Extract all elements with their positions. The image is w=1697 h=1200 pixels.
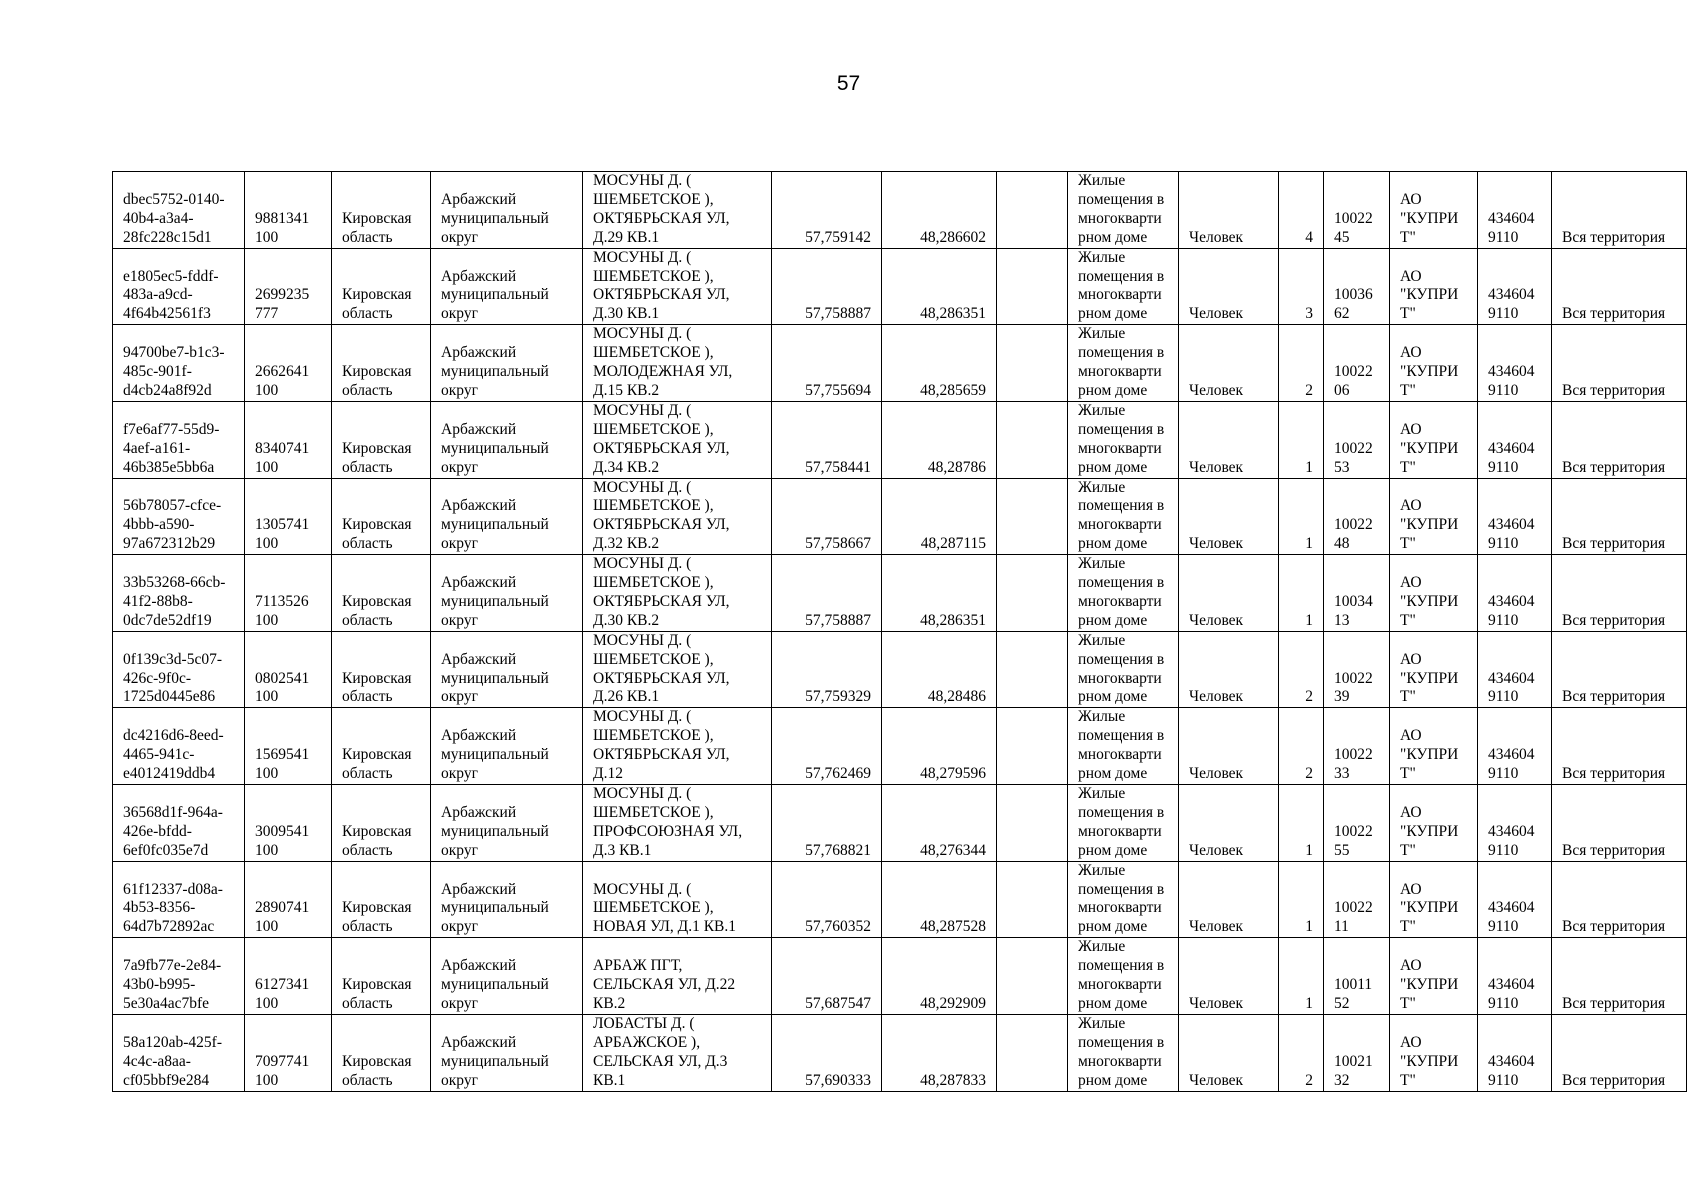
empty-cell bbox=[997, 708, 1068, 785]
territory-cell: Вся территория bbox=[1552, 785, 1687, 862]
territory-cell: Вся территория bbox=[1552, 938, 1687, 1015]
code-cell: 2890741 100 bbox=[245, 861, 332, 938]
unit-cell: Человек bbox=[1179, 478, 1279, 555]
data-table bbox=[112, 171, 1687, 1092]
district-cell: Арбажский муниципальный округ bbox=[431, 401, 583, 478]
territory-cell: Вся территория bbox=[1552, 248, 1687, 325]
table-row bbox=[113, 555, 1687, 632]
count-cell: 2 bbox=[1279, 1014, 1324, 1091]
count-cell: 2 bbox=[1279, 708, 1324, 785]
account-cell: 10022 48 bbox=[1324, 478, 1390, 555]
code-cell: 7097741 100 bbox=[245, 1014, 332, 1091]
inn-cell: 434604 9110 bbox=[1478, 172, 1552, 249]
latitude-cell: 57,755694 bbox=[772, 325, 882, 402]
longitude-cell: 48,287115 bbox=[882, 478, 997, 555]
district-cell: Арбажский муниципальный округ bbox=[431, 248, 583, 325]
record-id-cell: 0f139c3d-5c07- 426c-9f0c- 1725d0445e86 bbox=[113, 631, 245, 708]
inn-cell: 434604 9110 bbox=[1478, 248, 1552, 325]
inn-cell: 434604 9110 bbox=[1478, 861, 1552, 938]
organization-cell: АО "КУПРИ Т" bbox=[1390, 248, 1478, 325]
account-cell: 10022 06 bbox=[1324, 325, 1390, 402]
address-cell: МОСУНЫ Д. ( ШЕМБЕТСКОЕ ), ОКТЯБРЬСКАЯ УЛ, Д.30 КВ.2 bbox=[583, 555, 772, 632]
table-row bbox=[113, 325, 1687, 402]
organization-cell: АО "КУПРИ Т" bbox=[1390, 172, 1478, 249]
address-cell: АРБАЖ ПГТ, СЕЛЬСКАЯ УЛ, Д.22 КВ.2 bbox=[583, 938, 772, 1015]
table-row bbox=[113, 1014, 1687, 1091]
territory-cell: Вся территория bbox=[1552, 172, 1687, 249]
inn-cell: 434604 9110 bbox=[1478, 1014, 1552, 1091]
unit-cell: Человек bbox=[1179, 325, 1279, 402]
count-cell: 1 bbox=[1279, 785, 1324, 862]
code-cell: 8340741 100 bbox=[245, 401, 332, 478]
latitude-cell: 57,758887 bbox=[772, 248, 882, 325]
inn-cell: 434604 9110 bbox=[1478, 401, 1552, 478]
account-cell: 10011 52 bbox=[1324, 938, 1390, 1015]
region-cell: Кировская область bbox=[332, 325, 431, 402]
territory-cell: Вся территория bbox=[1552, 1014, 1687, 1091]
district-cell: Арбажский муниципальный округ bbox=[431, 478, 583, 555]
region-cell: Кировская область bbox=[332, 938, 431, 1015]
count-cell: 1 bbox=[1279, 401, 1324, 478]
page-number: 57 bbox=[836, 72, 861, 95]
category-cell: Жилые помещения в многокварти рном доме bbox=[1068, 631, 1179, 708]
empty-cell bbox=[997, 631, 1068, 708]
category-cell: Жилые помещения в многокварти рном доме bbox=[1068, 938, 1179, 1015]
territory-cell: Вся территория bbox=[1552, 401, 1687, 478]
category-cell: Жилые помещения в многокварти рном доме bbox=[1068, 708, 1179, 785]
empty-cell bbox=[997, 1014, 1068, 1091]
record-id-cell: e1805ec5-fddf- 483a-a9cd- 4f64b42561f3 bbox=[113, 248, 245, 325]
longitude-cell: 48,287833 bbox=[882, 1014, 997, 1091]
unit-cell: Человек bbox=[1179, 938, 1279, 1015]
code-cell: 2662641 100 bbox=[245, 325, 332, 402]
record-id-cell: dbec5752-0140- 40b4-a3a4- 28fc228c15d1 bbox=[113, 172, 245, 249]
longitude-cell: 48,286351 bbox=[882, 555, 997, 632]
address-cell: ЛОБАСТЫ Д. ( АРБАЖСКОЕ ), СЕЛЬСКАЯ УЛ, Д.3 КВ.1 bbox=[583, 1014, 772, 1091]
table-row bbox=[113, 631, 1687, 708]
territory-cell: Вся территория bbox=[1552, 631, 1687, 708]
inn-cell: 434604 9110 bbox=[1478, 555, 1552, 632]
count-cell: 3 bbox=[1279, 248, 1324, 325]
latitude-cell: 57,758887 bbox=[772, 555, 882, 632]
unit-cell: Человек bbox=[1179, 631, 1279, 708]
organization-cell: АО "КУПРИ Т" bbox=[1390, 555, 1478, 632]
address-cell: МОСУНЫ Д. ( ШЕМБЕТСКОЕ ), ОКТЯБРЬСКАЯ УЛ, Д.29 КВ.1 bbox=[583, 172, 772, 249]
table-row bbox=[113, 478, 1687, 555]
address-cell: МОСУНЫ Д. ( ШЕМБЕТСКОЕ ), НОВАЯ УЛ, Д.1 КВ.1 bbox=[583, 861, 772, 938]
organization-cell: АО "КУПРИ Т" bbox=[1390, 631, 1478, 708]
inn-cell: 434604 9110 bbox=[1478, 631, 1552, 708]
record-id-cell: 61f12337-d08a- 4b53-8356- 64d7b72892ac bbox=[113, 861, 245, 938]
table-row bbox=[113, 401, 1687, 478]
inn-cell: 434604 9110 bbox=[1478, 325, 1552, 402]
table-row bbox=[113, 938, 1687, 1015]
record-id-cell: 94700be7-b1c3- 485c-901f- d4cb24a8f92d bbox=[113, 325, 245, 402]
code-cell: 9881341 100 bbox=[245, 172, 332, 249]
empty-cell bbox=[997, 478, 1068, 555]
longitude-cell: 48,286351 bbox=[882, 248, 997, 325]
count-cell: 1 bbox=[1279, 938, 1324, 1015]
count-cell: 2 bbox=[1279, 325, 1324, 402]
organization-cell: АО "КУПРИ Т" bbox=[1390, 708, 1478, 785]
longitude-cell: 48,28486 bbox=[882, 631, 997, 708]
organization-cell: АО "КУПРИ Т" bbox=[1390, 861, 1478, 938]
latitude-cell: 57,687547 bbox=[772, 938, 882, 1015]
longitude-cell: 48,276344 bbox=[882, 785, 997, 862]
district-cell: Арбажский муниципальный округ bbox=[431, 938, 583, 1015]
organization-cell: АО "КУПРИ Т" bbox=[1390, 785, 1478, 862]
organization-cell: АО "КУПРИ Т" bbox=[1390, 1014, 1478, 1091]
region-cell: Кировская область bbox=[332, 785, 431, 862]
district-cell: Арбажский муниципальный округ bbox=[431, 172, 583, 249]
count-cell: 1 bbox=[1279, 555, 1324, 632]
district-cell: Арбажский муниципальный округ bbox=[431, 555, 583, 632]
account-cell: 10022 53 bbox=[1324, 401, 1390, 478]
latitude-cell: 57,758667 bbox=[772, 478, 882, 555]
record-id-cell: 33b53268-66cb- 41f2-88b8- 0dc7de52df19 bbox=[113, 555, 245, 632]
unit-cell: Человек bbox=[1179, 1014, 1279, 1091]
inn-cell: 434604 9110 bbox=[1478, 708, 1552, 785]
count-cell: 1 bbox=[1279, 478, 1324, 555]
address-cell: МОСУНЫ Д. ( ШЕМБЕТСКОЕ ), ПРОФСОЮЗНАЯ УЛ, Д.3 КВ.1 bbox=[583, 785, 772, 862]
region-cell: Кировская область bbox=[332, 708, 431, 785]
unit-cell: Человек bbox=[1179, 555, 1279, 632]
region-cell: Кировская область bbox=[332, 248, 431, 325]
latitude-cell: 57,758441 bbox=[772, 401, 882, 478]
category-cell: Жилые помещения в многокварти рном доме bbox=[1068, 325, 1179, 402]
count-cell: 4 bbox=[1279, 172, 1324, 249]
empty-cell bbox=[997, 861, 1068, 938]
region-cell: Кировская область bbox=[332, 478, 431, 555]
empty-cell bbox=[997, 172, 1068, 249]
count-cell: 2 bbox=[1279, 631, 1324, 708]
organization-cell: АО "КУПРИ Т" bbox=[1390, 325, 1478, 402]
code-cell: 3009541 100 bbox=[245, 785, 332, 862]
region-cell: Кировская область bbox=[332, 401, 431, 478]
unit-cell: Человек bbox=[1179, 708, 1279, 785]
address-cell: МОСУНЫ Д. ( ШЕМБЕТСКОЕ ), ОКТЯБРЬСКАЯ УЛ, Д.34 КВ.2 bbox=[583, 401, 772, 478]
empty-cell bbox=[997, 555, 1068, 632]
latitude-cell: 57,760352 bbox=[772, 861, 882, 938]
address-cell: МОСУНЫ Д. ( ШЕМБЕТСКОЕ ), ОКТЯБРЬСКАЯ УЛ, Д.12 bbox=[583, 708, 772, 785]
longitude-cell: 48,292909 bbox=[882, 938, 997, 1015]
territory-cell: Вся территория bbox=[1552, 555, 1687, 632]
address-cell: МОСУНЫ Д. ( ШЕМБЕТСКОЕ ), ОКТЯБРЬСКАЯ УЛ, Д.30 КВ.1 bbox=[583, 248, 772, 325]
latitude-cell: 57,759329 bbox=[772, 631, 882, 708]
inn-cell: 434604 9110 bbox=[1478, 785, 1552, 862]
account-cell: 10022 45 bbox=[1324, 172, 1390, 249]
longitude-cell: 48,28786 bbox=[882, 401, 997, 478]
territory-cell: Вся территория bbox=[1552, 478, 1687, 555]
table-row bbox=[113, 785, 1687, 862]
latitude-cell: 57,690333 bbox=[772, 1014, 882, 1091]
code-cell: 1305741 100 bbox=[245, 478, 332, 555]
latitude-cell: 57,762469 bbox=[772, 708, 882, 785]
table-row bbox=[113, 861, 1687, 938]
record-id-cell: 36568d1f-964a- 426e-bfdd- 6ef0fc035e7d bbox=[113, 785, 245, 862]
address-cell: МОСУНЫ Д. ( ШЕМБЕТСКОЕ ), ОКТЯБРЬСКАЯ УЛ, Д.26 КВ.1 bbox=[583, 631, 772, 708]
unit-cell: Человек bbox=[1179, 248, 1279, 325]
longitude-cell: 48,287528 bbox=[882, 861, 997, 938]
organization-cell: АО "КУПРИ Т" bbox=[1390, 938, 1478, 1015]
record-id-cell: f7e6af77-55d9- 4aef-a161- 46b385e5bb6a bbox=[113, 401, 245, 478]
code-cell: 7113526 100 bbox=[245, 555, 332, 632]
account-cell: 10022 39 bbox=[1324, 631, 1390, 708]
longitude-cell: 48,285659 bbox=[882, 325, 997, 402]
region-cell: Кировская область bbox=[332, 555, 431, 632]
account-cell: 10034 13 bbox=[1324, 555, 1390, 632]
record-id-cell: 7a9fb77e-2e84- 43b0-b995- 5e30a4ac7bfe bbox=[113, 938, 245, 1015]
empty-cell bbox=[997, 325, 1068, 402]
empty-cell bbox=[997, 248, 1068, 325]
unit-cell: Человек bbox=[1179, 172, 1279, 249]
inn-cell: 434604 9110 bbox=[1478, 938, 1552, 1015]
record-id-cell: 58a120ab-425f- 4c4c-a8aa- cf05bbf9e284 bbox=[113, 1014, 245, 1091]
unit-cell: Человек bbox=[1179, 785, 1279, 862]
unit-cell: Человек bbox=[1179, 401, 1279, 478]
count-cell: 1 bbox=[1279, 861, 1324, 938]
account-cell: 10022 33 bbox=[1324, 708, 1390, 785]
district-cell: Арбажский муниципальный округ bbox=[431, 708, 583, 785]
latitude-cell: 57,759142 bbox=[772, 172, 882, 249]
district-cell: Арбажский муниципальный округ bbox=[431, 861, 583, 938]
region-cell: Кировская область bbox=[332, 861, 431, 938]
region-cell: Кировская область bbox=[332, 631, 431, 708]
inn-cell: 434604 9110 bbox=[1478, 478, 1552, 555]
region-cell: Кировская область bbox=[332, 172, 431, 249]
longitude-cell: 48,279596 bbox=[882, 708, 997, 785]
category-cell: Жилые помещения в многокварти рном доме bbox=[1068, 785, 1179, 862]
territory-cell: Вся территория bbox=[1552, 861, 1687, 938]
record-id-cell: 56b78057-cfce- 4bbb-a590- 97a672312b29 bbox=[113, 478, 245, 555]
code-cell: 6127341 100 bbox=[245, 938, 332, 1015]
empty-cell bbox=[997, 401, 1068, 478]
organization-cell: АО "КУПРИ Т" bbox=[1390, 478, 1478, 555]
account-cell: 10022 55 bbox=[1324, 785, 1390, 862]
table-row bbox=[113, 172, 1687, 249]
category-cell: Жилые помещения в многокварти рном доме bbox=[1068, 861, 1179, 938]
category-cell: Жилые помещения в многокварти рном доме bbox=[1068, 478, 1179, 555]
organization-cell: АО "КУПРИ Т" bbox=[1390, 401, 1478, 478]
empty-cell bbox=[997, 785, 1068, 862]
table-row bbox=[113, 248, 1687, 325]
category-cell: Жилые помещения в многокварти рном доме bbox=[1068, 172, 1179, 249]
code-cell: 2699235 777 bbox=[245, 248, 332, 325]
table-body bbox=[113, 172, 1687, 1092]
table-row bbox=[113, 708, 1687, 785]
empty-cell bbox=[997, 938, 1068, 1015]
territory-cell: Вся территория bbox=[1552, 325, 1687, 402]
category-cell: Жилые помещения в многокварти рном доме bbox=[1068, 1014, 1179, 1091]
territory-cell: Вся территория bbox=[1552, 708, 1687, 785]
longitude-cell: 48,286602 bbox=[882, 172, 997, 249]
category-cell: Жилые помещения в многокварти рном доме bbox=[1068, 401, 1179, 478]
code-cell: 0802541 100 bbox=[245, 631, 332, 708]
account-cell: 10036 62 bbox=[1324, 248, 1390, 325]
code-cell: 1569541 100 bbox=[245, 708, 332, 785]
latitude-cell: 57,768821 bbox=[772, 785, 882, 862]
unit-cell: Человек bbox=[1179, 861, 1279, 938]
district-cell: Арбажский муниципальный округ bbox=[431, 1014, 583, 1091]
record-id-cell: dc4216d6-8eed- 4465-941c- e4012419ddb4 bbox=[113, 708, 245, 785]
account-cell: 10021 32 bbox=[1324, 1014, 1390, 1091]
district-cell: Арбажский муниципальный округ bbox=[431, 325, 583, 402]
district-cell: Арбажский муниципальный округ bbox=[431, 785, 583, 862]
district-cell: Арбажский муниципальный округ bbox=[431, 631, 583, 708]
address-cell: МОСУНЫ Д. ( ШЕМБЕТСКОЕ ), МОЛОДЕЖНАЯ УЛ, Д.15 КВ.2 bbox=[583, 325, 772, 402]
address-cell: МОСУНЫ Д. ( ШЕМБЕТСКОЕ ), ОКТЯБРЬСКАЯ УЛ, Д.32 КВ.2 bbox=[583, 478, 772, 555]
region-cell: Кировская область bbox=[332, 1014, 431, 1091]
category-cell: Жилые помещения в многокварти рном доме bbox=[1068, 248, 1179, 325]
category-cell: Жилые помещения в многокварти рном доме bbox=[1068, 555, 1179, 632]
account-cell: 10022 11 bbox=[1324, 861, 1390, 938]
